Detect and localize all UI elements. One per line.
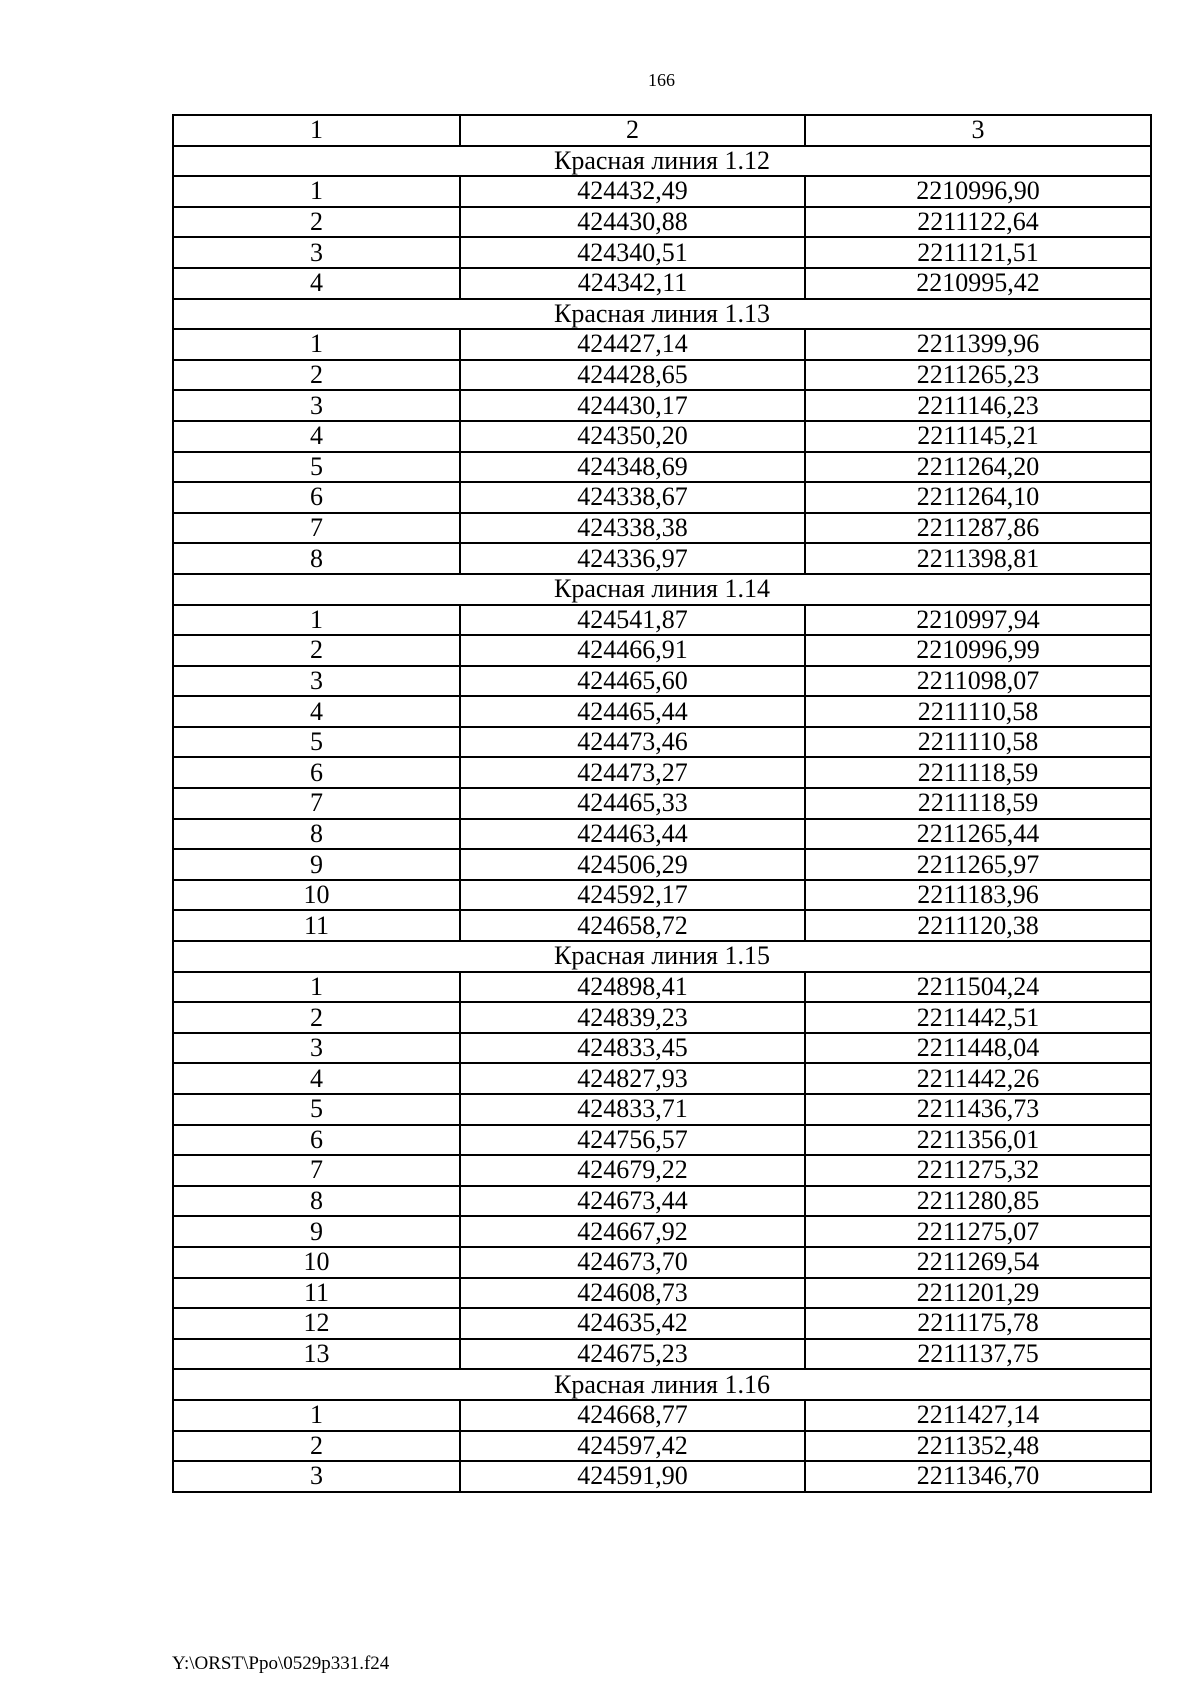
point-number-cell: 3: [173, 390, 460, 421]
y-coordinate-cell: 2210995,42: [805, 268, 1151, 299]
table-row: [173, 605, 1151, 636]
table-row: [173, 1186, 1151, 1217]
point-number-cell: 7: [173, 1155, 460, 1186]
table-row: [173, 1400, 1151, 1431]
x-coordinate-cell: 424592,17: [460, 880, 805, 911]
point-number-cell: 9: [173, 1216, 460, 1247]
table-row: [173, 1155, 1151, 1186]
point-number-cell: 2: [173, 1431, 460, 1462]
y-coordinate-cell: 2211287,86: [805, 513, 1151, 544]
y-coordinate-cell: 2211269,54: [805, 1247, 1151, 1278]
table-row: [173, 329, 1151, 360]
header-cell: 1: [173, 115, 460, 146]
x-coordinate-cell: 424336,97: [460, 543, 805, 574]
point-number-cell: 7: [173, 513, 460, 544]
y-coordinate-cell: 2210996,90: [805, 176, 1151, 207]
table-row: [173, 207, 1151, 238]
point-number-cell: 10: [173, 880, 460, 911]
table-row: [173, 727, 1151, 758]
y-coordinate-cell: 2211442,26: [805, 1063, 1151, 1094]
x-coordinate-cell: 424430,17: [460, 390, 805, 421]
x-coordinate-cell: 424473,46: [460, 727, 805, 758]
header-cell: 2: [460, 115, 805, 146]
table-row: [173, 452, 1151, 483]
y-coordinate-cell: 2211265,97: [805, 849, 1151, 880]
point-number-cell: 2: [173, 1002, 460, 1033]
table-row: [173, 696, 1151, 727]
table-row: [173, 666, 1151, 697]
table-row: [173, 268, 1151, 299]
point-number-cell: 13: [173, 1339, 460, 1370]
table-row: [173, 1431, 1151, 1462]
table-row: [173, 1278, 1151, 1309]
table-row: [173, 237, 1151, 268]
y-coordinate-cell: 2211175,78: [805, 1308, 1151, 1339]
x-coordinate-cell: 424427,14: [460, 329, 805, 360]
table-row: [173, 421, 1151, 452]
y-coordinate-cell: 2211183,96: [805, 880, 1151, 911]
coordinates-table: [172, 114, 1152, 1493]
y-coordinate-cell: 2211145,21: [805, 421, 1151, 452]
table-row: [173, 1033, 1151, 1064]
point-number-cell: 1: [173, 176, 460, 207]
point-number-cell: 8: [173, 819, 460, 850]
y-coordinate-cell: 2211448,04: [805, 1033, 1151, 1064]
point-number-cell: 3: [173, 237, 460, 268]
table-row: [173, 1461, 1151, 1492]
y-coordinate-cell: 2211110,58: [805, 727, 1151, 758]
point-number-cell: 1: [173, 329, 460, 360]
table-row: [173, 910, 1151, 941]
section-title: Красная линия 1.13: [173, 299, 1151, 330]
y-coordinate-cell: 2211118,59: [805, 757, 1151, 788]
table-row: [173, 543, 1151, 574]
y-coordinate-cell: 2211275,32: [805, 1155, 1151, 1186]
table-row: [173, 1125, 1151, 1156]
table-row: [173, 1002, 1151, 1033]
section-title-row: [173, 1369, 1151, 1400]
section-title: Красная линия 1.15: [173, 941, 1151, 972]
section-title: Красная линия 1.14: [173, 574, 1151, 605]
x-coordinate-cell: 424465,44: [460, 696, 805, 727]
point-number-cell: 2: [173, 207, 460, 238]
y-coordinate-cell: 2211122,64: [805, 207, 1151, 238]
y-coordinate-cell: 2210996,99: [805, 635, 1151, 666]
point-number-cell: 10: [173, 1247, 460, 1278]
table-row: [173, 482, 1151, 513]
y-coordinate-cell: 2211110,58: [805, 696, 1151, 727]
point-number-cell: 11: [173, 1278, 460, 1309]
point-number-cell: 1: [173, 605, 460, 636]
y-coordinate-cell: 2211399,96: [805, 329, 1151, 360]
table-row: [173, 1063, 1151, 1094]
y-coordinate-cell: 2211427,14: [805, 1400, 1151, 1431]
table-row: [173, 513, 1151, 544]
y-coordinate-cell: 2211264,10: [805, 482, 1151, 513]
point-number-cell: 4: [173, 268, 460, 299]
point-number-cell: 7: [173, 788, 460, 819]
y-coordinate-cell: 2211504,24: [805, 972, 1151, 1003]
y-coordinate-cell: 2211098,07: [805, 666, 1151, 697]
x-coordinate-cell: 424338,67: [460, 482, 805, 513]
x-coordinate-cell: 424673,70: [460, 1247, 805, 1278]
point-number-cell: 4: [173, 696, 460, 727]
x-coordinate-cell: 424827,93: [460, 1063, 805, 1094]
table-row: [173, 849, 1151, 880]
x-coordinate-cell: 424473,27: [460, 757, 805, 788]
point-number-cell: 5: [173, 727, 460, 758]
y-coordinate-cell: 2211265,44: [805, 819, 1151, 850]
section-title: Красная линия 1.12: [173, 146, 1151, 177]
x-coordinate-cell: 424430,88: [460, 207, 805, 238]
point-number-cell: 2: [173, 635, 460, 666]
y-coordinate-cell: 2211436,73: [805, 1094, 1151, 1125]
x-coordinate-cell: 424668,77: [460, 1400, 805, 1431]
x-coordinate-cell: 424756,57: [460, 1125, 805, 1156]
point-number-cell: 1: [173, 1400, 460, 1431]
y-coordinate-cell: 2211120,38: [805, 910, 1151, 941]
x-coordinate-cell: 424635,42: [460, 1308, 805, 1339]
x-coordinate-cell: 424350,20: [460, 421, 805, 452]
x-coordinate-cell: 424597,42: [460, 1431, 805, 1462]
x-coordinate-cell: 424432,49: [460, 176, 805, 207]
table-row: [173, 360, 1151, 391]
point-number-cell: 3: [173, 1461, 460, 1492]
page-number: 166: [648, 70, 675, 90]
header-cell: 3: [805, 115, 1151, 146]
x-coordinate-cell: 424340,51: [460, 237, 805, 268]
x-coordinate-cell: 424839,23: [460, 1002, 805, 1033]
x-coordinate-cell: 424463,44: [460, 819, 805, 850]
point-number-cell: 11: [173, 910, 460, 941]
y-coordinate-cell: 2211201,29: [805, 1278, 1151, 1309]
y-coordinate-cell: 2211121,51: [805, 237, 1151, 268]
y-coordinate-cell: 2211346,70: [805, 1461, 1151, 1492]
x-coordinate-cell: 424679,22: [460, 1155, 805, 1186]
table-row: [173, 1339, 1151, 1370]
point-number-cell: 1: [173, 972, 460, 1003]
x-coordinate-cell: 424466,91: [460, 635, 805, 666]
y-coordinate-cell: 2211280,85: [805, 1186, 1151, 1217]
x-coordinate-cell: 424541,87: [460, 605, 805, 636]
x-coordinate-cell: 424833,71: [460, 1094, 805, 1125]
table-row: [173, 1247, 1151, 1278]
y-coordinate-cell: 2211265,23: [805, 360, 1151, 391]
table-row: [173, 819, 1151, 850]
table-row: [173, 390, 1151, 421]
section-title-row: [173, 574, 1151, 605]
file-path-footer: Y:\ORST\Ppo\0529p331.f24: [172, 1653, 390, 1674]
table-row: [173, 1216, 1151, 1247]
table-row: [173, 1308, 1151, 1339]
y-coordinate-cell: 2211264,20: [805, 452, 1151, 483]
x-coordinate-cell: 424428,65: [460, 360, 805, 391]
y-coordinate-cell: 2210997,94: [805, 605, 1151, 636]
table-body: [173, 115, 1151, 1492]
point-number-cell: 8: [173, 543, 460, 574]
point-number-cell: 8: [173, 1186, 460, 1217]
y-coordinate-cell: 2211398,81: [805, 543, 1151, 574]
section-title-row: [173, 941, 1151, 972]
table-row: [173, 176, 1151, 207]
x-coordinate-cell: 424608,73: [460, 1278, 805, 1309]
point-number-cell: 5: [173, 1094, 460, 1125]
x-coordinate-cell: 424342,11: [460, 268, 805, 299]
x-coordinate-cell: 424898,41: [460, 972, 805, 1003]
point-number-cell: 3: [173, 666, 460, 697]
y-coordinate-cell: 2211356,01: [805, 1125, 1151, 1156]
point-number-cell: 6: [173, 482, 460, 513]
point-number-cell: 5: [173, 452, 460, 483]
point-number-cell: 9: [173, 849, 460, 880]
point-number-cell: 6: [173, 757, 460, 788]
section-title-row: [173, 146, 1151, 177]
x-coordinate-cell: 424833,45: [460, 1033, 805, 1064]
x-coordinate-cell: 424338,38: [460, 513, 805, 544]
point-number-cell: 2: [173, 360, 460, 391]
x-coordinate-cell: 424465,60: [460, 666, 805, 697]
point-number-cell: 3: [173, 1033, 460, 1064]
point-number-cell: 4: [173, 421, 460, 452]
y-coordinate-cell: 2211352,48: [805, 1431, 1151, 1462]
x-coordinate-cell: 424675,23: [460, 1339, 805, 1370]
table-row: [173, 635, 1151, 666]
y-coordinate-cell: 2211442,51: [805, 1002, 1151, 1033]
table-row: [173, 1094, 1151, 1125]
x-coordinate-cell: 424506,29: [460, 849, 805, 880]
table-row: [173, 880, 1151, 911]
table-row: [173, 757, 1151, 788]
table-header-row: [173, 115, 1151, 146]
table-row: [173, 972, 1151, 1003]
point-number-cell: 4: [173, 1063, 460, 1094]
point-number-cell: 12: [173, 1308, 460, 1339]
y-coordinate-cell: 2211118,59: [805, 788, 1151, 819]
x-coordinate-cell: 424673,44: [460, 1186, 805, 1217]
x-coordinate-cell: 424667,92: [460, 1216, 805, 1247]
point-number-cell: 6: [173, 1125, 460, 1156]
x-coordinate-cell: 424658,72: [460, 910, 805, 941]
y-coordinate-cell: 2211137,75: [805, 1339, 1151, 1370]
section-title-row: [173, 299, 1151, 330]
y-coordinate-cell: 2211146,23: [805, 390, 1151, 421]
x-coordinate-cell: 424465,33: [460, 788, 805, 819]
table-row: [173, 788, 1151, 819]
section-title: Красная линия 1.16: [173, 1369, 1151, 1400]
y-coordinate-cell: 2211275,07: [805, 1216, 1151, 1247]
x-coordinate-cell: 424591,90: [460, 1461, 805, 1492]
x-coordinate-cell: 424348,69: [460, 452, 805, 483]
